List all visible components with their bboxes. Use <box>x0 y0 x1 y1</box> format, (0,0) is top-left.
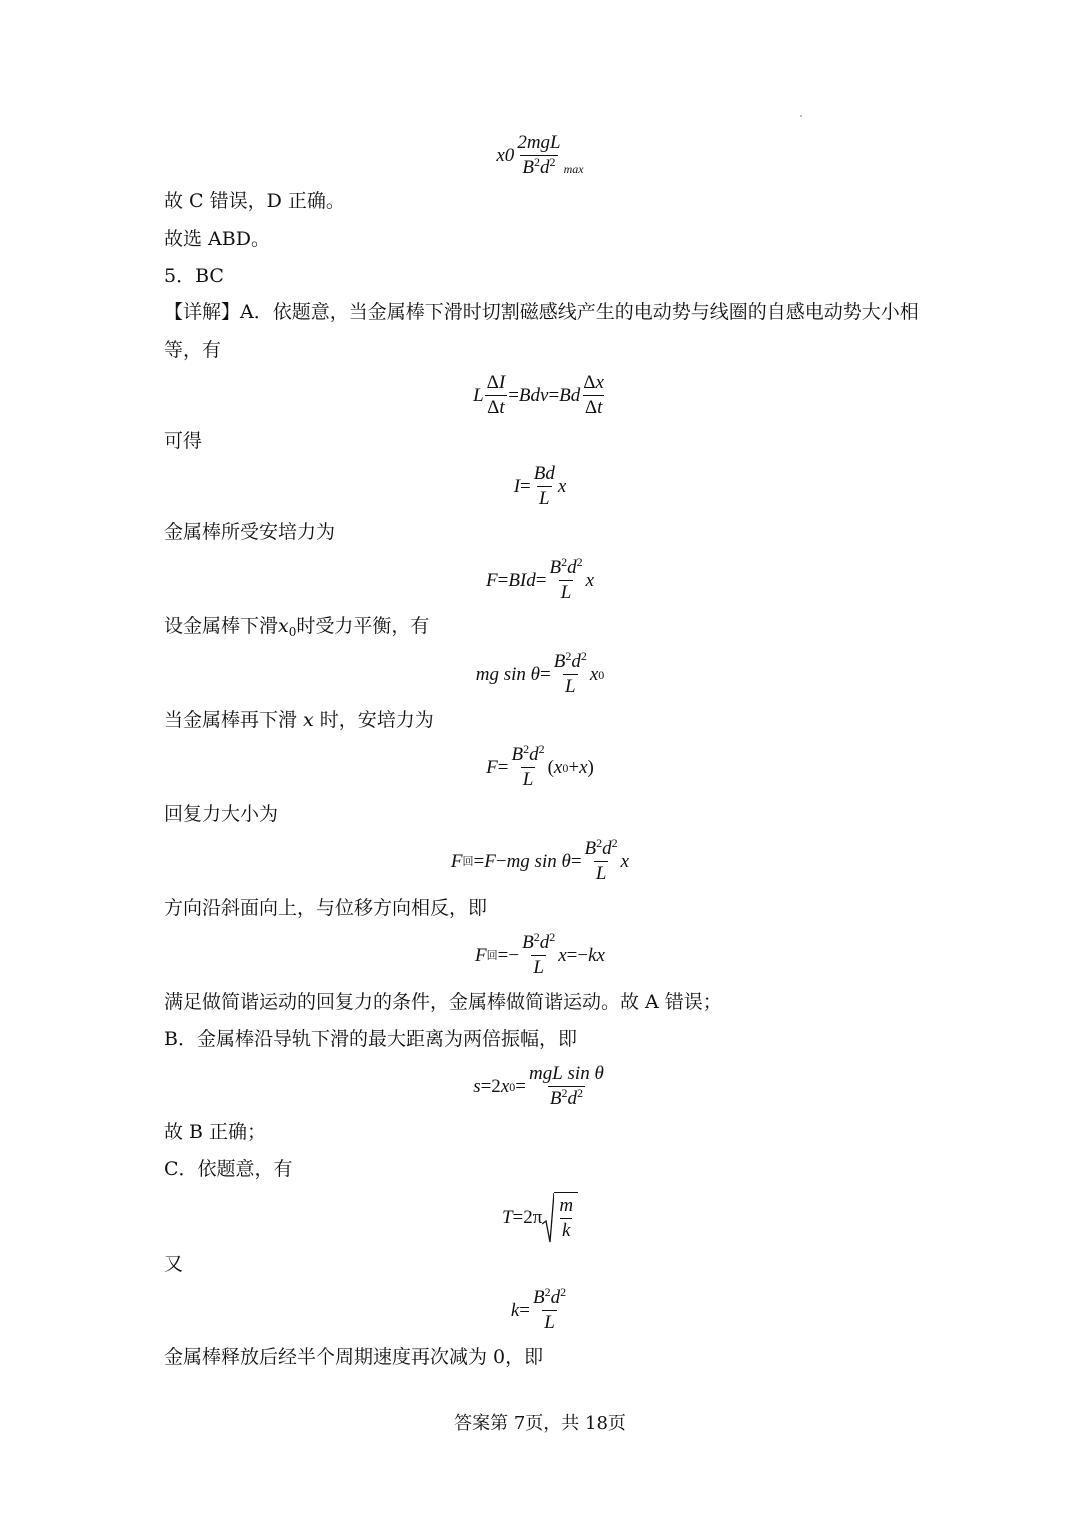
text-line <box>164 707 434 733</box>
text-line: 金属棒释放后经半个周期速度再次减为 0，即 <box>164 1346 544 1368</box>
text-line: 等，有 <box>164 339 222 361</box>
equation-period: T =2π $\frac{m}{k}$ <box>0 1192 1080 1244</box>
numerator: 2mgL <box>517 132 561 153</box>
text-line: 故 B 正确； <box>164 1121 267 1143</box>
den-exp: 2 <box>534 155 541 169</box>
text-line: 故 C 错误，D 正确。 <box>164 190 345 212</box>
subscript-max: max <box>563 162 584 176</box>
text-segment: 时，安培力为 <box>313 709 434 731</box>
text-line: 故选 ABD。 <box>164 228 270 250</box>
text-line: 金属棒所受安培力为 <box>164 521 336 543</box>
text-line: 又 <box>164 1253 184 1275</box>
den-d: d <box>540 157 550 178</box>
equation-current: I = $\frac{Bd}{L}$ x <box>513 463 567 509</box>
text-line: 可得 <box>164 430 203 452</box>
equation-max-slide: s =2 x 0 = $\frac{\text{mgL sin θ}}{B^2d^2}$ <box>473 1063 604 1109</box>
den-B: B <box>522 157 535 178</box>
text-segment: 当金属棒再下滑 <box>164 709 304 731</box>
answer-heading: 5．BC <box>164 265 224 287</box>
text-segment: 时受力平衡，有 <box>296 615 430 637</box>
text-line <box>164 613 429 639</box>
text-segment: 设金属棒下滑 <box>164 615 279 637</box>
den-exp2: 2 <box>549 155 556 169</box>
text-line: B．金属棒沿导轨下滑的最大距离为两倍振幅，即 <box>164 1028 577 1050</box>
text-line: 【详解】A．依题意，当金属棒下滑时切割磁感线产生的电动势与线圈的自感电动势大小相 <box>164 301 919 323</box>
equation-restoring-kx: F 回 =− $\frac{B^2d^2}{L}$ x =− kx <box>475 930 605 978</box>
scan-speck <box>800 115 802 117</box>
eq-lead: x0 <box>496 144 515 166</box>
equation-max-distance <box>0 132 1080 179</box>
subscript-0: 0 <box>288 625 297 639</box>
text-line: 回复力大小为 <box>164 803 279 825</box>
equation-balance: mg sin θ = $\frac{B^2d^2}{L}$ x 0 <box>475 649 605 697</box>
equation-self-induction: L $\frac{\Delta I}{\Delta t}$ = Bdv = Bd $\frac{\Delta x}{\Delta t}$ <box>473 372 604 418</box>
symbol-x: x <box>303 709 314 731</box>
equation-ampere-force: F = BId = $\frac{B^2d^2}{L}$ x <box>485 555 595 603</box>
text-line: 方向沿斜面向上，与位移方向相反，即 <box>164 897 488 919</box>
fraction <box>515 132 562 179</box>
text-line: 满足做简谐运动的回复力的条件，金属棒做简谐运动。故 A 错误； <box>164 991 722 1013</box>
symbol-x: x <box>278 615 289 637</box>
equation-k: k = $\frac{B^2d^2}{L}$ <box>510 1285 567 1333</box>
text-line: C．依题意，有 <box>164 1158 293 1180</box>
page-footer: 答案第 7页，共 18页 <box>454 1413 626 1434</box>
sqrt-sign: $\frac{m}{k}$ <box>542 1192 578 1244</box>
equation-restoring-force: F 回 = F − mg sin θ = $\frac{B^2d^2}{L}$ x <box>450 836 630 884</box>
equation-force-displaced: F = $\frac{B^2d^2}{L}$ ( x 0 + x ) <box>486 742 594 790</box>
